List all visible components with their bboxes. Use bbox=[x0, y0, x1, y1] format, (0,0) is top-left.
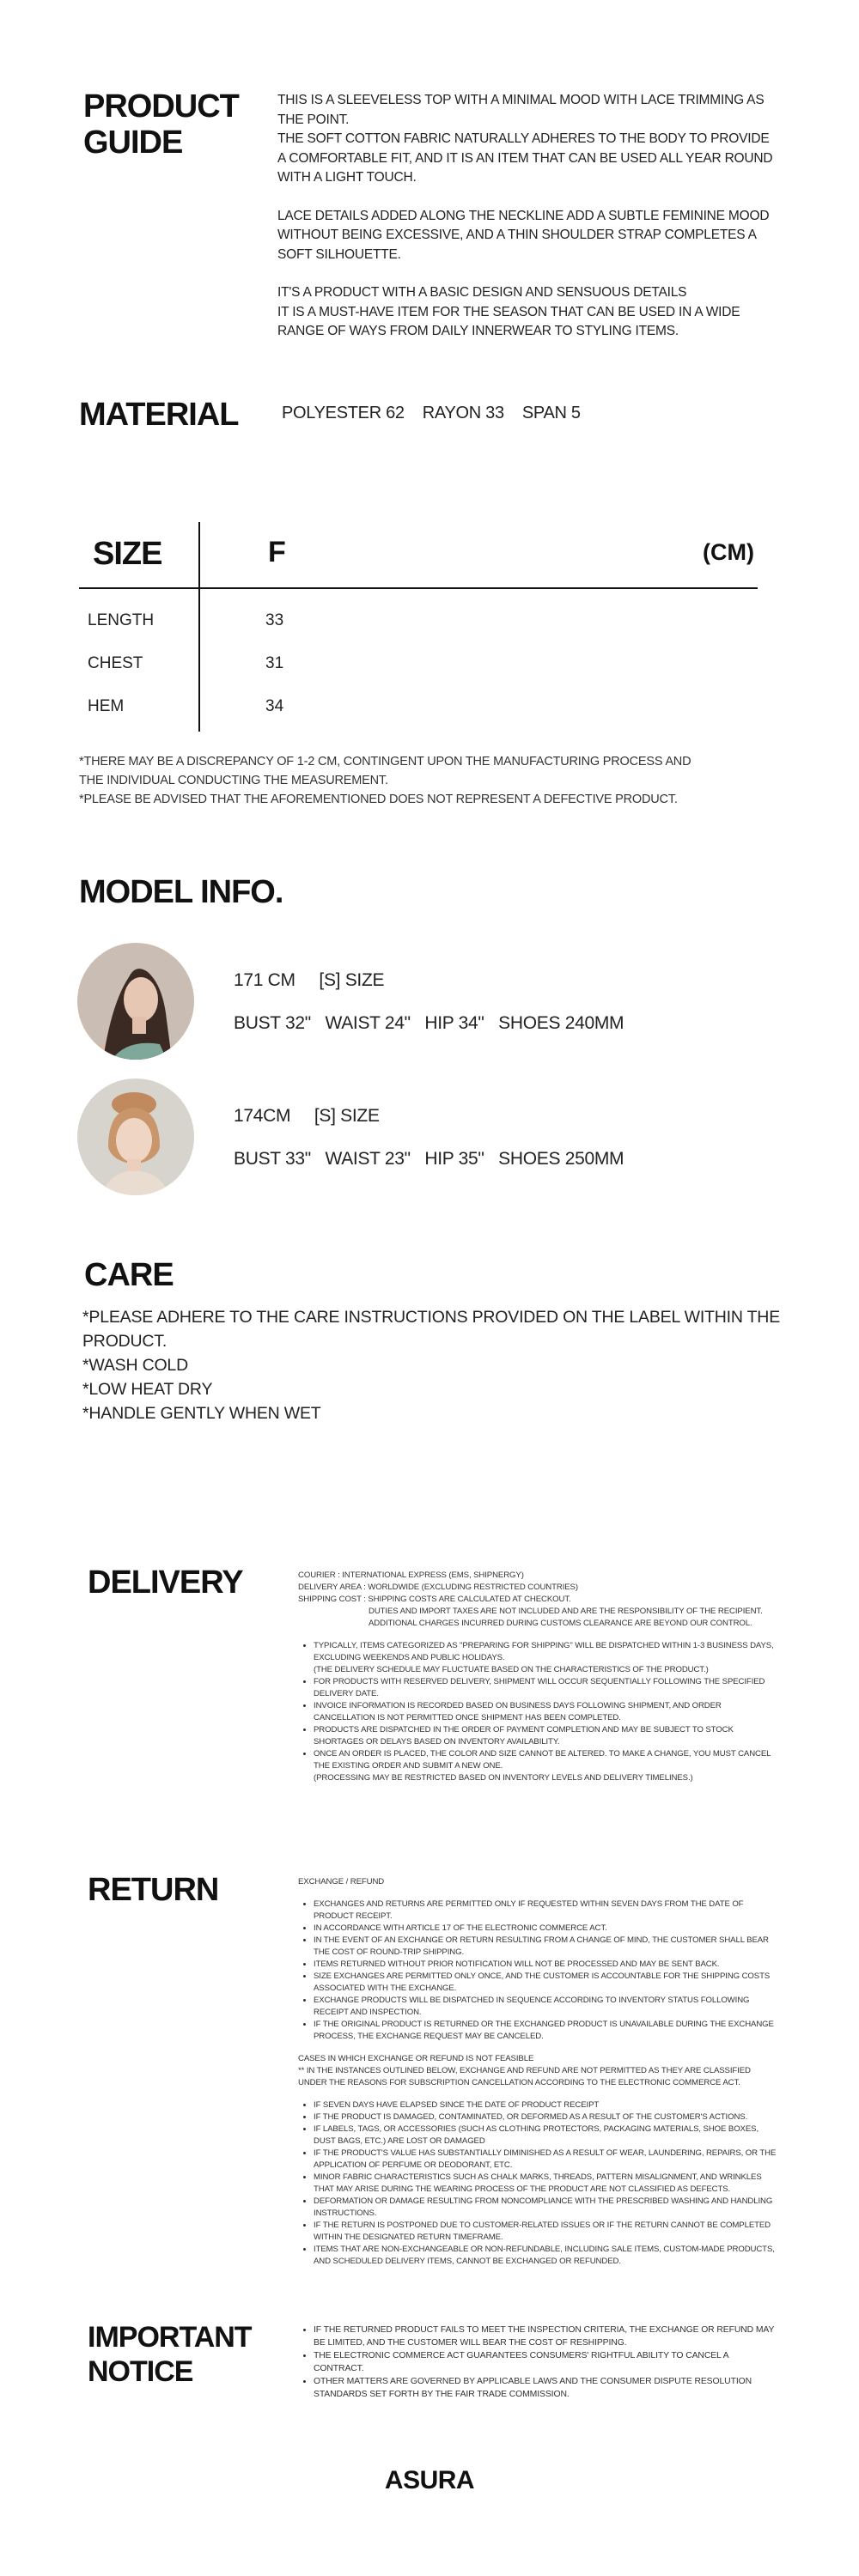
delivery-bullet: • ONCE AN ORDER IS PLACED, THE COLOR AND SIZE CANNOT BE ALTERED. TO MAKE A CHANGE, YOU MUST CANCEL THE EXISTING ORDER AND SUBMIT A NEW ONE. (PROCESSING MAY BE RESTRICTED BASED ON INVENTORY LEVELS AND DELIVERY TIMELINES.) bbox=[314, 1748, 779, 1784]
size-table-column-rule bbox=[198, 522, 200, 732]
size-title: SIZE bbox=[93, 536, 162, 572]
size-table-header-rule bbox=[79, 587, 758, 589]
model-1-avatar bbox=[77, 943, 194, 1060]
size-column-header: F bbox=[268, 536, 286, 568]
important-notice-title: IMPORTANT NOTICE bbox=[88, 2321, 252, 2388]
notice-bullet: • THE ELECTRONIC COMMERCE ACT GUARANTEES CONSUMERS' RIGHTFUL ABILITY TO CANCEL A CONTRACT. bbox=[314, 2349, 779, 2375]
care-item: *LOW HEAT DRY bbox=[82, 1380, 213, 1399]
size-row-value-length: 33 bbox=[265, 611, 284, 629]
model-info-title: MODEL INFO. bbox=[79, 874, 283, 910]
return-bullet: • EXCHANGES AND RETURNS ARE PERMITTED ONLY IF REQUESTED WITHIN SEVEN DAYS FROM THE DATE OF PRODUCT RECEIPT. bbox=[314, 1899, 779, 1923]
return-infeasible-bullet: • IF THE RETURN IS POSTPONED DUE TO CUSTOMER-RELATED ISSUES OR IF THE RETURN CANNOT BE COMPLETED WITHIN THE DESIGNATED RETURN TIMEFRAME. bbox=[314, 2220, 779, 2244]
important-notice-details bbox=[298, 2324, 779, 2401]
notice-bullet: • OTHER MATTERS ARE GOVERNED BY APPLICABLE LAWS AND THE CONSUMER DISPUTE RESOLUTION STANDARDS SET FORTH BY THE FAIR TRADE COMMISSION. bbox=[314, 2375, 779, 2401]
return-title: RETURN bbox=[88, 1872, 219, 1908]
return-infeasible-bullet: • DEFORMATION OR DAMAGE RESULTING FROM NONCOMPLIANCE WITH THE PRESCRIBED WASHING AND HANDLING INSTRUCTIONS. bbox=[314, 2196, 779, 2220]
material-title: MATERIAL bbox=[79, 397, 239, 433]
delivery-bullet: • FOR PRODUCTS WITH RESERVED DELIVERY, SHIPMENT WILL OCCUR SEQUENTIALLY FOLLOWING THE SPECIFIED DELIVERY DATE. bbox=[314, 1676, 779, 1700]
return-infeasible-bullet: • IF THE PRODUCT'S VALUE HAS SUBSTANTIALLY DIMINISHED AS A RESULT OF WEAR, LAUNDERING, REPAIRS, OR THE APPLICATION OF PERFUME OR DEODORANT, ETC. bbox=[314, 2148, 779, 2172]
size-row-value-chest: 31 bbox=[265, 654, 284, 672]
return-bullet: • ITEMS RETURNED WITHOUT PRIOR NOTIFICATION WILL NOT BE PROCESSED AND MAY BE SENT BACK. bbox=[314, 1959, 779, 1971]
size-row-label-length: LENGTH bbox=[88, 611, 155, 629]
product-guide-text: THIS IS A SLEEVELESS TOP WITH A MINIMAL MOOD WITH LACE TRIMMING AS THE POINT. THE SOFT COTTON FABRIC NATURALLY ADHERES TO THE BODY TO PROVIDE A COMFORTABLE FIT, AND IT IS AN ITEM THAT CAN BE USED ALL YEAR ROUND WITH A LIGHT TOUCH. LACE DETAILS ADDED ALONG THE NECKLINE ADD A SUBTLE FEMININE MOOD WITHOUT BEING EXCESSIVE, AND A THIN SHOULDER STRAP COMPLETES A SOFT SILHOUETTE. IT'S A PRODUCT WITH A BASIC DESIGN AND SENSUOUS DETAILS IT IS A MUST-HAVE ITEM FOR THE SEASON THAT CAN BE USED IN A WIDE RANGE OF WAYS FROM DAILY INNERWEAR TO STYLING ITEMS. bbox=[277, 93, 773, 338]
model-2-avatar bbox=[77, 1078, 194, 1195]
delivery-details: COURIER : INTERNATIONAL EXPRESS (EMS, SHIPNERGY) DELIVERY AREA : WORLDWIDE (EXCLUDING RESTRICTED COUNTRIES) SHIPPING COST : SHIPPING COSTS ARE CALCULATED AT CHECKOUT. DUTIES AND IMPORT TAXES ARE NOT INCLUDED AND ARE THE RESPONSIBILITY OF THE RECIPIENT. ADDITIONAL CHARGES INCURRED DURING CUSTOMS CLEARANCE ARE BEYOND OUR CONTROL. • TYPICALLY, ITEMS CATEGORIZED AS "PREPARING FOR SHIPPING" WILL BE DISPATCHED WITHIN 1-3 BUSINESS DAYS, EXCLUDING WEEKENDS AND PUBLIC HOLIDAYS. (THE DELIVERY SCHEDULE MAY FLUCTUATE BASED ON THE CHARACTERISTICS OF THE PRODUCT.) • FOR PRODUCTS WITH RESERVED DELIVERY, SHIPMENT WILL OCCUR SEQUENTIALLY FOLLOWING THE SPECIFIED DELIVERY DATE. • INVOICE INFORMATION IS RECORDED BASED ON BUSINESS DAYS FOLLOWING SHIPMENT, AND ORDER CANCELLATION IS NOT PERMITTED ONCE SHIPMENT HAS BEEN COMPLETED. • PRODUCTS ARE DISPATCHED IN THE ORDER OF PAYMENT COMPLETION AND MAY BE SUBJECT TO STOCK SHORTAGES OR DELAYS BASED ON INVENTORY AVAILABILITY. • ONCE AN ORDER IS PLACED, THE COLOR AND SIZE CANNOT BE ALTERED. TO MAKE A CHANGE, YOU MUST CANCEL THE EXISTING ORDER AND SUBMIT A NEW ONE. (PROCESSING MAY BE RESTRICTED BASED ON INVENTORY LEVELS AND DELIVERY TIMELINES.) bbox=[298, 1570, 779, 1784]
delivery-bullet: • TYPICALLY, ITEMS CATEGORIZED AS "PREPARING FOR SHIPPING" WILL BE DISPATCHED WITHIN 1-3 BUSINESS DAYS, EXCLUDING WEEKENDS AND PUBLIC HOLIDAYS. (THE DELIVERY SCHEDULE MAY FLUCTUATE BASED ON THE CHARACTERISTICS OF THE PRODUCT.) bbox=[314, 1640, 779, 1676]
size-unit: (CM) bbox=[703, 539, 754, 565]
model-2-photo bbox=[77, 1078, 194, 1195]
return-bullet: • IN THE EVENT OF AN EXCHANGE OR RETURN RESULTING FROM A CHANGE OF MIND, THE CUSTOMER SHALL BEAR THE COST OF ROUND-TRIP SHIPPING. bbox=[314, 1935, 779, 1959]
return-bullet: • IF THE ORIGINAL PRODUCT IS RETURNED OR THE EXCHANGED PRODUCT IS UNAVAILABLE DURING THE EXCHANGE PROCESS, THE EXCHANGE REQUEST MAY BE CANCELED. bbox=[314, 2019, 779, 2043]
return-infeasible-bullet: • ITEMS THAT ARE NON-EXCHANGEABLE OR NON-REFUNDABLE, INCLUDING SALE ITEMS, CUSTOM-MADE PRODUCTS, AND SCHEDULED DELIVERY ITEMS, CANNOT BE EXCHANGED OR REFUNDED. bbox=[314, 2244, 779, 2268]
care-title: CARE bbox=[84, 1257, 174, 1293]
size-row-value-hem: 34 bbox=[265, 697, 284, 715]
model-1-photo bbox=[77, 943, 194, 1060]
return-infeasible-bullet: • IF LABELS, TAGS, OR ACCESSORIES (SUCH AS CLOTHING PROTECTORS, PACKAGING MATERIALS, SHOE BOXES, DUST BAGS, ETC.) ARE LOST OR DAMAGED bbox=[314, 2123, 779, 2148]
return-bullet: • IN ACCORDANCE WITH ARTICLE 17 OF THE ELECTRONIC COMMERCE ACT. bbox=[314, 1923, 779, 1935]
material-composition: POLYESTER 62 RAYON 33 SPAN 5 bbox=[282, 404, 581, 422]
care-item: *PLEASE ADHERE TO THE CARE INSTRUCTIONS PROVIDED ON THE LABEL WITHIN THE PRODUCT. bbox=[82, 1308, 780, 1351]
size-notes: *THERE MAY BE A DISCREPANCY OF 1-2 CM, CONTINGENT UPON THE MANUFACTURING PROCESS AND THE INDIVIDUAL CONDUCTING THE MEASUREMENT. *PLEASE BE ADVISED THAT THE AFOREMENTIONED DOES NOT REPRESENT A DEFECTIVE PRODUCT. bbox=[79, 755, 691, 806]
model-1-measurements: BUST 32" WAIST 24" HIP 34" SHOES 240MM bbox=[234, 1013, 624, 1033]
care-item: *HANDLE GENTLY WHEN WET bbox=[82, 1404, 321, 1423]
model-1-height-size: 171 CM [S] SIZE bbox=[234, 970, 385, 990]
return-infeasible-bullet: • MINOR FABRIC CHARACTERISTICS SUCH AS CHALK MARKS, THREADS, PATTERN MISALIGNMENT, AND WRINKLES THAT MAY ARISE DURING THE WEARING PROCESS OF THE PRODUCT ARE NOT CLASSIFIED AS DEFECTS. bbox=[314, 2172, 779, 2196]
delivery-bullet: • PRODUCTS ARE DISPATCHED IN THE ORDER OF PAYMENT COMPLETION AND MAY BE SUBJECT TO STOCK SHORTAGES OR DELAYS BASED ON INVENTORY AVAILABILITY. bbox=[314, 1724, 779, 1748]
return-infeasible-bullet: • IF THE PRODUCT IS DAMAGED, CONTAMINATED, OR DEFORMED AS A RESULT OF THE CUSTOMER'S ACTIONS. bbox=[314, 2111, 779, 2123]
return-details: EXCHANGE / REFUND • EXCHANGES AND RETURNS ARE PERMITTED ONLY IF REQUESTED WITHIN SEVEN DAYS FROM THE DATE OF PRODUCT RECEIPT. • IN ACCORDANCE WITH ARTICLE 17 OF THE ELECTRONIC COMMERCE ACT. • IN THE EVENT OF AN EXCHANGE OR RETURN RESULTING FROM A CHANGE OF MIND, THE CUSTOMER SHALL BEAR THE COST OF ROUND-TRIP SHIPPING. • ITEMS RETURNED WITHOUT PRIOR NOTIFICATION WILL NOT BE PROCESSED AND MAY BE SENT BACK. • SIZE EXCHANGES ARE PERMITTED ONLY ONCE, AND THE CUSTOMER IS ACCOUNTABLE FOR THE SHIPPING COSTS ASSOCIATED WITH THE EXCHANGE. • EXCHANGE PRODUCTS WILL BE DISPATCHED IN SEQUENCE ACCORDING TO INVENTORY STATUS FOLLOWING RECEIPT AND INSPECTION. • IF THE ORIGINAL PRODUCT IS RETURNED OR THE EXCHANGED PRODUCT IS UNAVAILABLE DURING THE EXCHANGE PROCESS, THE EXCHANGE REQUEST MAY BE CANCELED. CASES IN WHICH EXCHANGE OR REFUND IS NOT FEASIBLE ** IN THE INSTANCES OUTLINED BELOW, EXCHANGE AND REFUND ARE NOT PERMITTED AS THEY ARE CLASSIFIED UNDER THE REASONS FOR SUBSCRIPTION CANCELLATION ACCORDING TO THE ELECTRONIC COMMERCE ACT. • IF SEVEN DAYS HAVE ELAPSED SINCE THE DATE OF PRODUCT RECEIPT • IF THE PRODUCT IS DAMAGED, CONTAMINATED, OR DEFORMED AS A RESULT OF THE CUSTOMER'S ACTIONS. • IF LABELS, TAGS, OR ACCESSORIES (SUCH AS CLOTHING PROTECTORS, PACKAGING MATERIALS, SHOE BOXES, DUST BAGS, ETC.) ARE LOST OR DAMAGED • IF THE PRODUCT'S VALUE HAS SUBSTANTIALLY DIMINISHED AS A RESULT OF WEAR, LAUNDERING, REPAIRS, OR THE APPLICATION OF PERFUME OR DEODORANT, ETC. • MINOR FABRIC CHARACTERISTICS SUCH AS CHALK MARKS, THREADS, PATTERN MISALIGNMENT, AND WRINKLES THAT MAY ARISE DURING THE WEARING PROCESS OF THE PRODUCT ARE NOT CLASSIFIED AS DEFECTS. • DEFORMATION OR DAMAGE RESULTING FROM NONCOMPLIANCE WITH THE PRESCRIBED WASHING AND HANDLING INSTRUCTIONS. • IF THE RETURN IS POSTPONED DUE TO CUSTOMER-RELATED ISSUES OR IF THE RETURN CANNOT BE COMPLETED WITHIN THE DESIGNATED RETURN TIMEFRAME. • ITEMS THAT ARE NON-EXCHANGEABLE OR NON-REFUNDABLE, INCLUDING SALE ITEMS, CUSTOM-MADE PRODUCTS, AND SCHEDULED DELIVERY ITEMS, CANNOT BE EXCHANGED OR REFUNDED. bbox=[298, 1876, 779, 2268]
care-list bbox=[82, 1305, 838, 1425]
return-bullet: • SIZE EXCHANGES ARE PERMITTED ONLY ONCE, AND THE CUSTOMER IS ACCOUNTABLE FOR THE SHIPPING COSTS ASSOCIATED WITH THE EXCHANGE. bbox=[314, 1971, 779, 1995]
return-bullet: • EXCHANGE PRODUCTS WILL BE DISPATCHED IN SEQUENCE ACCORDING TO INVENTORY STATUS FOLLOWING RECEIPT AND INSPECTION. bbox=[314, 1995, 779, 2019]
delivery-title: DELIVERY bbox=[88, 1564, 243, 1601]
size-row-label-hem: HEM bbox=[88, 697, 125, 715]
model-2-measurements: BUST 33" WAIST 23" HIP 35" SHOES 250MM bbox=[234, 1149, 624, 1169]
brand-logo: ASURA bbox=[384, 2466, 475, 2494]
product-guide-title: PRODUCT GUIDE bbox=[83, 88, 239, 161]
notice-bullet: • IF THE RETURNED PRODUCT FAILS TO MEET THE INSPECTION CRITERIA, THE EXCHANGE OR REFUND MAY BE LIMITED, AND THE CUSTOMER WILL BEAR THE COST OF RESHIPPING. bbox=[314, 2324, 779, 2349]
model-2-height-size: 174CM [S] SIZE bbox=[234, 1106, 380, 1126]
size-row-label-chest: CHEST bbox=[88, 654, 143, 672]
delivery-bullet: • INVOICE INFORMATION IS RECORDED BASED ON BUSINESS DAYS FOLLOWING SHIPMENT, AND ORDER CANCELLATION IS NOT PERMITTED ONCE SHIPMENT HAS BEEN COMPLETED. bbox=[314, 1700, 779, 1724]
return-infeasible-bullet: • IF SEVEN DAYS HAVE ELAPSED SINCE THE DATE OF PRODUCT RECEIPT bbox=[314, 2099, 779, 2111]
care-item: *WASH COLD bbox=[82, 1356, 188, 1375]
